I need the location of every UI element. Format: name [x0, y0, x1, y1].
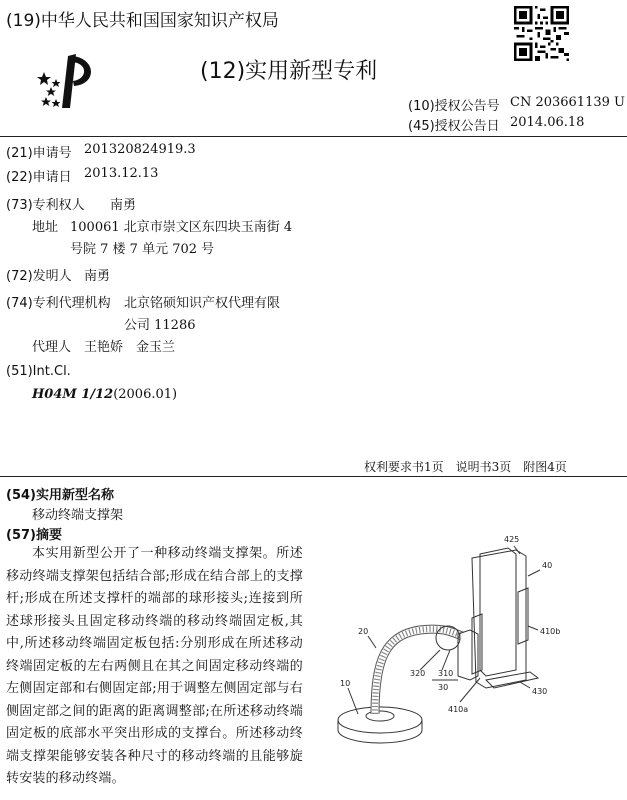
- label-430: 430: [532, 687, 548, 696]
- patent-office-logo: [36, 50, 106, 110]
- app-no: 201320824919.3: [84, 142, 196, 157]
- ipc-version: (2006.01): [113, 387, 178, 402]
- label-40: 40: [542, 561, 553, 570]
- ipc-label: (51)Int.Cl.: [6, 364, 71, 379]
- agency-line1: 北京铭硕知识产权代理有限: [124, 296, 281, 311]
- label-320: 320: [410, 669, 426, 678]
- address-line1: 100061 北京市崇文区东四块玉南街 4: [70, 220, 293, 235]
- utility-model-title: 移动终端支撑架: [32, 508, 124, 523]
- ipc-code: H04M 1/12: [32, 387, 114, 402]
- office-name: (19)中华人民共和国国家知识产权局: [6, 11, 279, 31]
- title-section-label: (54)实用新型名称: [6, 488, 114, 503]
- patentee: 南勇: [110, 198, 137, 213]
- section-rule: [0, 476, 627, 477]
- pages-info: 权利要求书1页 说明书3页 附图4页: [364, 460, 567, 474]
- label-10: 10: [340, 679, 351, 688]
- app-date-label: (22)申请日: [6, 170, 72, 185]
- abstract-text: 本实用新型公开了一种移动终端支撑架。所述移动终端支撑架包括结合部;形成在结合部上的支撑杆;形成在所述支撑杆的端部的球形接头;连接到所述球形接头且固定移动终端的移动终端固定板,其中,所述移动终端固定板包括:分别形成在所述移动终端固定板的左右两侧且在其之间固定移动终端的左侧固定部和右侧固定部;用于调整左侧固定部与右侧固定部之间的距离的距离调整部;在所述移动终端固定板的底部水平突出形成的支撑台。所述移动终端支撑架能够安装各种尺寸的移动终端的且能够旋转安装的移动终端。: [6, 546, 303, 786]
- patentee-label: (73)专利权人: [6, 198, 85, 213]
- pub-number-label: (10)授权公告号: [408, 99, 500, 114]
- pub-number: CN 203661139 U: [510, 95, 625, 110]
- pub-date-label: (45)授权公告日: [408, 119, 500, 134]
- agents: 王艳娇 金玉兰: [84, 340, 176, 355]
- inventor-label: (72)发明人: [6, 269, 72, 284]
- label-30: 30: [438, 683, 449, 692]
- label-20: 20: [358, 627, 369, 636]
- agency-line2: 公司 11286: [124, 318, 196, 333]
- label-425: 425: [504, 535, 520, 544]
- agency-label: (74)专利代理机构: [6, 296, 111, 311]
- label-410a: 410a: [448, 705, 469, 714]
- inventor: 南勇: [84, 269, 111, 284]
- abstract-label: (57)摘要: [6, 528, 62, 543]
- qr-code: [514, 6, 569, 61]
- app-no-label: (21)申请号: [6, 146, 72, 161]
- label-310: 310: [438, 669, 454, 678]
- document-type: (12)实用新型专利: [200, 59, 378, 84]
- label-410b: 410b: [540, 627, 561, 636]
- pub-date: 2014.06.18: [510, 115, 585, 130]
- address-label: 地址: [32, 220, 59, 235]
- ipc-classification: [32, 387, 177, 402]
- device-drawing: [330, 530, 627, 800]
- app-date: 2013.12.13: [84, 166, 159, 181]
- header-rule: [0, 136, 627, 137]
- agent-label: 代理人: [32, 340, 72, 355]
- address-line2: 号院 7 楼 7 单元 702 号: [70, 242, 215, 257]
